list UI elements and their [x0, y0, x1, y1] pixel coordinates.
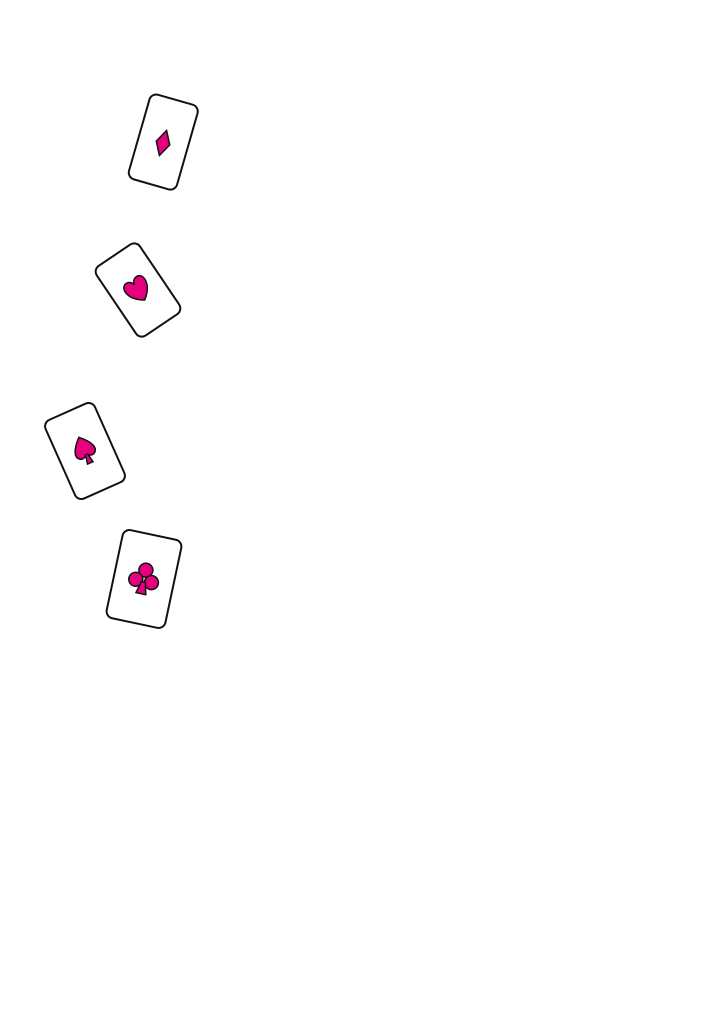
ace-of-hearts-card: [78, 240, 198, 340]
ace-of-spades-card: [30, 398, 140, 504]
saw-figure: [44, 656, 204, 802]
ace-of-diamonds-card: [118, 88, 208, 198]
ace-of-clubs-card: [92, 524, 196, 634]
